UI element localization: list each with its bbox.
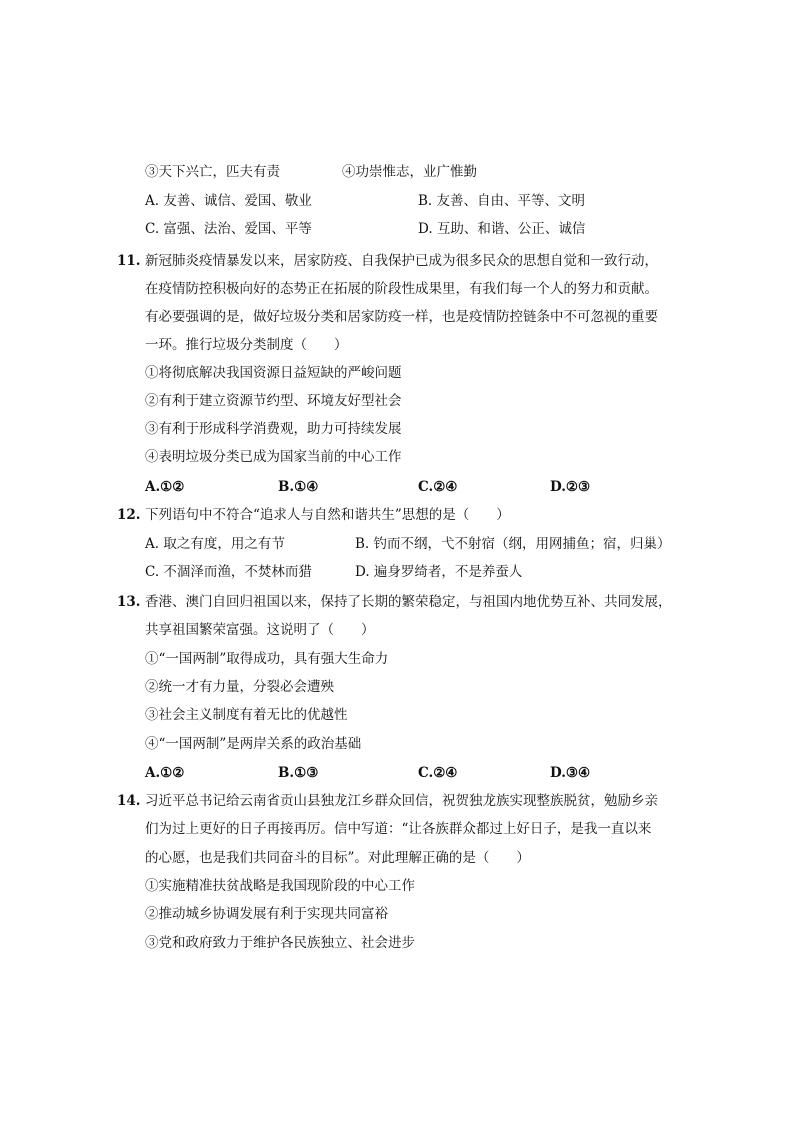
q11-item: ③有利于形成科学消费观，助力可持续发展 — [145, 421, 402, 437]
q12-option-a: A. 取之有度，用之有节 — [145, 536, 285, 552]
q11-stem-line: 在疫情防控积极向好的态势正在拓展的阶段性成果里，有我们每一个人的努力和贡献。 — [145, 281, 658, 297]
q10-item-4: ④功崇惟志，业广惟勤 — [342, 164, 477, 180]
q10-option-d: D. 互助、和谐、公正、诚信 — [418, 221, 586, 237]
q11-option-b: B.①④ — [278, 479, 319, 495]
q14-number: 14. — [117, 793, 141, 809]
q11-option-c: C.②④ — [418, 479, 458, 495]
q12-option-c: C. 不涸泽而渔，不焚林而猎 — [145, 564, 312, 580]
q13-option-b: B.①③ — [278, 765, 319, 781]
q13-item: ④“一国两制”是两岸关系的政治基础 — [145, 736, 362, 752]
q14-item: ①实施精准扶贫战略是我国现阶段的中心工作 — [145, 878, 415, 894]
q13-item: ③社会主义制度有着无比的优越性 — [145, 707, 348, 723]
q13-item: ①“一国两制”取得成功，具有强大生命力 — [145, 651, 389, 667]
q10-option-b: B. 友善、自由、平等、文明 — [418, 193, 586, 209]
q13-option-d: D.③④ — [550, 765, 591, 781]
q12-option-d: D. 遍身罗绮者，不是养蚕人 — [355, 564, 523, 580]
q10-option-c: C. 富强、法治、爱国、平等 — [145, 221, 312, 237]
q13-option-c: C.②④ — [418, 765, 458, 781]
q13-stem-line: 共享祖国繁荣富强。这说明了（ ） — [145, 622, 375, 638]
q11-stem-line: 一环。推行垃圾分类制度（ ） — [145, 337, 348, 353]
q12-number: 12. — [117, 507, 141, 523]
q12-option-b: B. 钓而不纲，弋不射宿（纲，用网捕鱼；宿，归巢） — [355, 536, 671, 552]
q10-option-a: A. 友善、诚信、爱国、敬业 — [145, 193, 312, 209]
q13-option-a: A.①② — [145, 765, 185, 781]
q14-stem-line: 习近平总书记给云南省贡山县独龙江乡群众回信，祝贺独龙族实现整族脱贫，勉励乡亲 — [145, 793, 658, 809]
q14-stem-line: 的心愿，也是我们共同奋斗的目标”。对此理解正确的是（ ） — [145, 850, 530, 866]
q11-stem-line: 新冠肺炎疫情暴发以来，居家防疫、自我保护已成为很多民众的思想自觉和一致行动， — [145, 253, 658, 269]
q14-stem-line: 们为过上更好的日子再接再厉。信中写道：“让各族群众都过上好日子，是我一直以来 — [145, 821, 652, 837]
q14-item: ②推动城乡协调发展有利于实现共同富裕 — [145, 906, 388, 922]
q11-number: 11. — [117, 253, 141, 269]
q11-option-a: A.①② — [145, 479, 185, 495]
q12-stem: 下列语句中不符合“追求人与自然和谐共生”思想的是（ ） — [145, 507, 510, 523]
q13-stem-line: 香港、澳门自回归祖国以来，保持了长期的繁荣稳定，与祖国内地优势互补、共同发展， — [145, 594, 672, 610]
q11-item: ②有利于建立资源节约型、环境友好型社会 — [145, 393, 402, 409]
q14-item: ③党和政府致力于维护各民族独立、社会进步 — [145, 935, 415, 951]
q11-option-d: D.②③ — [550, 479, 591, 495]
q11-item: ①将彻底解决我国资源日益短缺的严峻问题 — [145, 365, 402, 381]
q13-item: ②统一才有力量，分裂必会遭殃 — [145, 679, 334, 695]
q10-item-3: ③天下兴亡，匹夫有责 — [145, 164, 280, 180]
q11-stem-line: 有必要强调的是，做好垃圾分类和居家防疫一样，也是疫情防控链条中不可忽视的重要 — [145, 309, 658, 325]
q13-number: 13. — [117, 594, 141, 610]
q11-item: ④表明垃圾分类已成为国家当前的中心工作 — [145, 449, 402, 465]
